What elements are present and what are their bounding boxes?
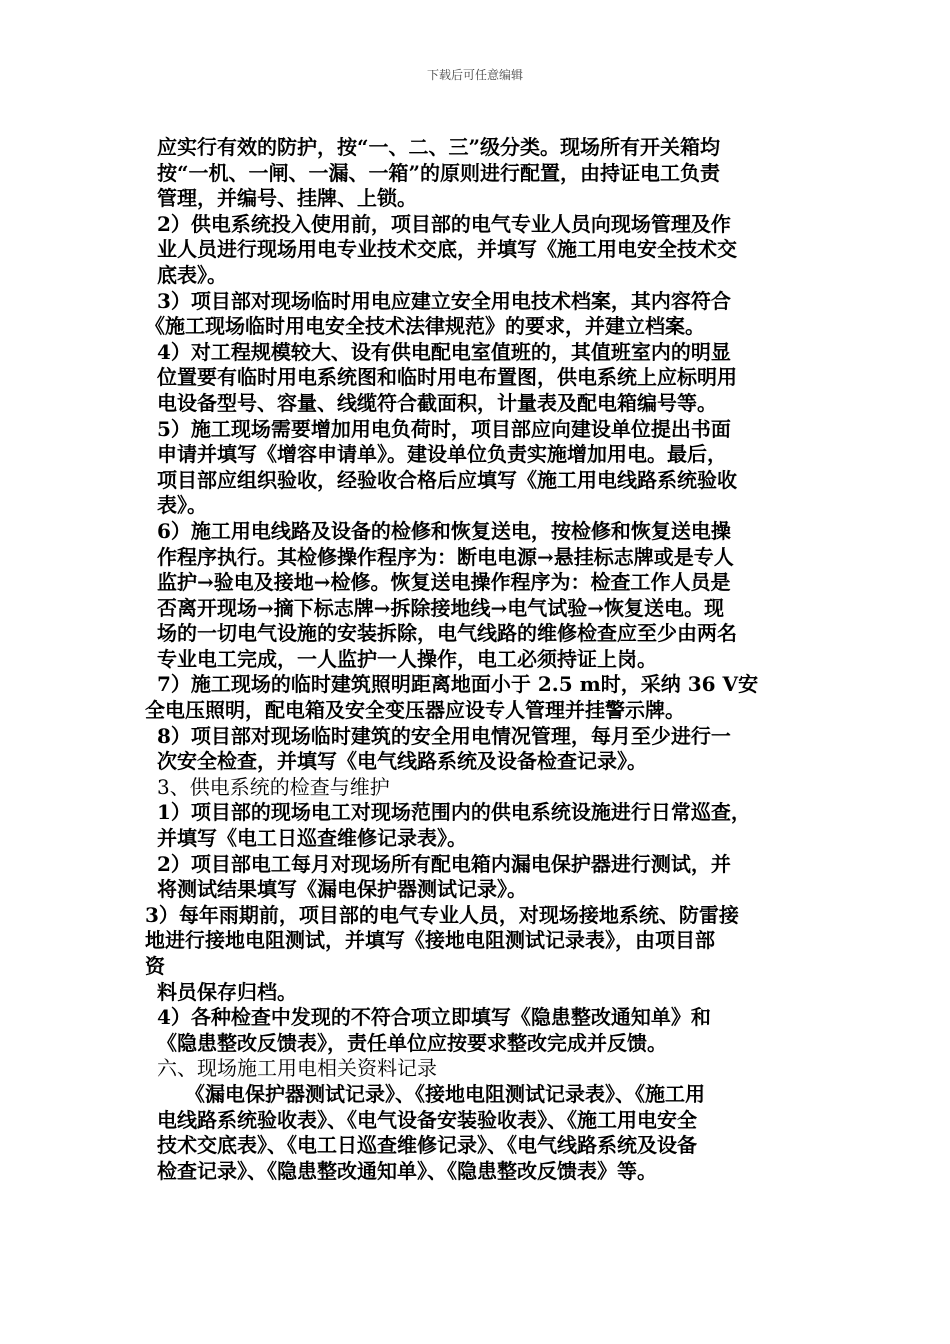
text-line: 资 [145, 954, 165, 978]
text-line: 《漏电保护器测试记录》、《接地电阻测试记录表》、《施工用 [185, 1081, 705, 1106]
section-heading: 六、现场施工用电相关资料记录 [157, 1056, 437, 1081]
text-line: 监护→验电及接地→检修。恢复送电操作程序为：检查工作人员是 [157, 570, 731, 595]
text-line: 应实行有效的防护，按“一、二、三”级分类。现场所有开关箱均 [157, 135, 721, 159]
text-line: 《施工现场临时用电安全技术法律规范》的要求，并建立档案。 [145, 314, 705, 339]
text-line: 次安全检查，并填写《电气线路系统及设备检查记录》。 [157, 749, 647, 774]
text-line: 4）各种检查中发现的不符合项立即填写《隐患整改通知单》和 [157, 1005, 711, 1030]
text-line: 2）项目部电工每月对现场所有配电箱内漏电保护器进行测试，并 [157, 851, 731, 876]
text-line: 项目部应组织验收，经验收合格后应填写《施工用电线路系统验收 [157, 467, 737, 492]
text-line: 检查记录》、《隐患整改通知单》、《隐患整改反馈表》等。 [157, 1158, 657, 1183]
text-line: 《隐患整改反馈表》，责任单位应按要求整改完成并反馈。 [157, 1030, 667, 1055]
text-line: 否离开现场→摘下标志牌→拆除接地线→电气试验→恢复送电。现 [157, 595, 725, 620]
text-line: 4）对工程规模较大、设有供电配电室值班的，其值班室内的明显 [157, 339, 731, 364]
text-line: 2）供电系统投入使用前，项目部的电气专业人员向现场管理及作 [157, 211, 731, 236]
text-line: 全电压照明，配电箱及安全变压器应设专人管理并挂警示牌。 [145, 698, 685, 723]
text-line: 表》。 [157, 493, 207, 518]
text-line: 3）项目部对现场临时用电应建立安全用电技术档案，其内容符合 [157, 288, 731, 313]
text-line: 地进行接地电阻测试，并填写《接地电阻测试记录表》，由项目部 [145, 928, 715, 953]
text-line: 并填写《电工日巡查维修记录表》。 [157, 826, 467, 851]
text-line: 8）项目部对现场临时建筑的安全用电情况管理，每月至少进行一 [157, 723, 731, 748]
section-heading: 3、供电系统的检查与维护 [157, 774, 390, 799]
text-line: 料员保存归档。 [157, 979, 297, 1004]
text-line: 场的一切电气设施的安装拆除，电气线路的维修检查应至少由两名 [157, 621, 737, 646]
text-line: 3）每年雨期前，项目部的电气专业人员，对现场接地系统、防雷接 [145, 902, 739, 927]
text-line: 1）项目部的现场电工对现场范围内的供电系统设施进行日常巡查， [157, 800, 751, 825]
text-line: 5）施工现场需要增加用电负荷时，项目部应向建设单位提出书面 [157, 416, 731, 441]
text-line: 业人员进行现场用电专业技术交底，并填写《施工用电安全技术交 [157, 237, 737, 262]
text-line: 6）施工用电线路及设备的检修和恢复送电，按检修和恢复送电操 [157, 518, 731, 543]
text-line: 底表》。 [157, 262, 227, 287]
text-line: 管理，并编号、挂牌、上锁。 [157, 186, 417, 211]
text-line: 申请并填写《增容申请单》。建设单位负责实施增加用电。最后， [157, 442, 727, 467]
text-line: 将测试结果填写《漏电保护器测试记录》。 [157, 877, 527, 902]
document-body [145, 135, 810, 1184]
text-line: 专业电工完成，一人监护一人操作，电工必须持证上岗。 [157, 646, 657, 671]
text-line: 位置要有临时用电系统图和临时用电布置图，供电系统上应标明用 [157, 365, 737, 390]
text-line: 电设备型号、容量、线缆符合截面积，计量表及配电箱编号等。 [157, 390, 717, 415]
text-line: 7）施工现场的临时建筑照明距离地面小于 2.5 m时，采纳 36 V安 [157, 672, 759, 697]
text-line: 按“一机、一闸、一漏、一箱”的原则进行配置，由持证电工负责 [157, 160, 721, 185]
text-line: 技术交底表》、《电工日巡查维修记录》、《电气线路系统及设备 [157, 1133, 697, 1158]
text-line: 作程序执行。其检修操作程序为：断电电源→悬挂标志牌或是专人 [157, 544, 734, 569]
text-line: 电线路系统验收表》、《电气设备安装验收表》、《施工用电安全 [157, 1107, 697, 1132]
page-header: 下载后可任意编辑 [426, 68, 523, 82]
